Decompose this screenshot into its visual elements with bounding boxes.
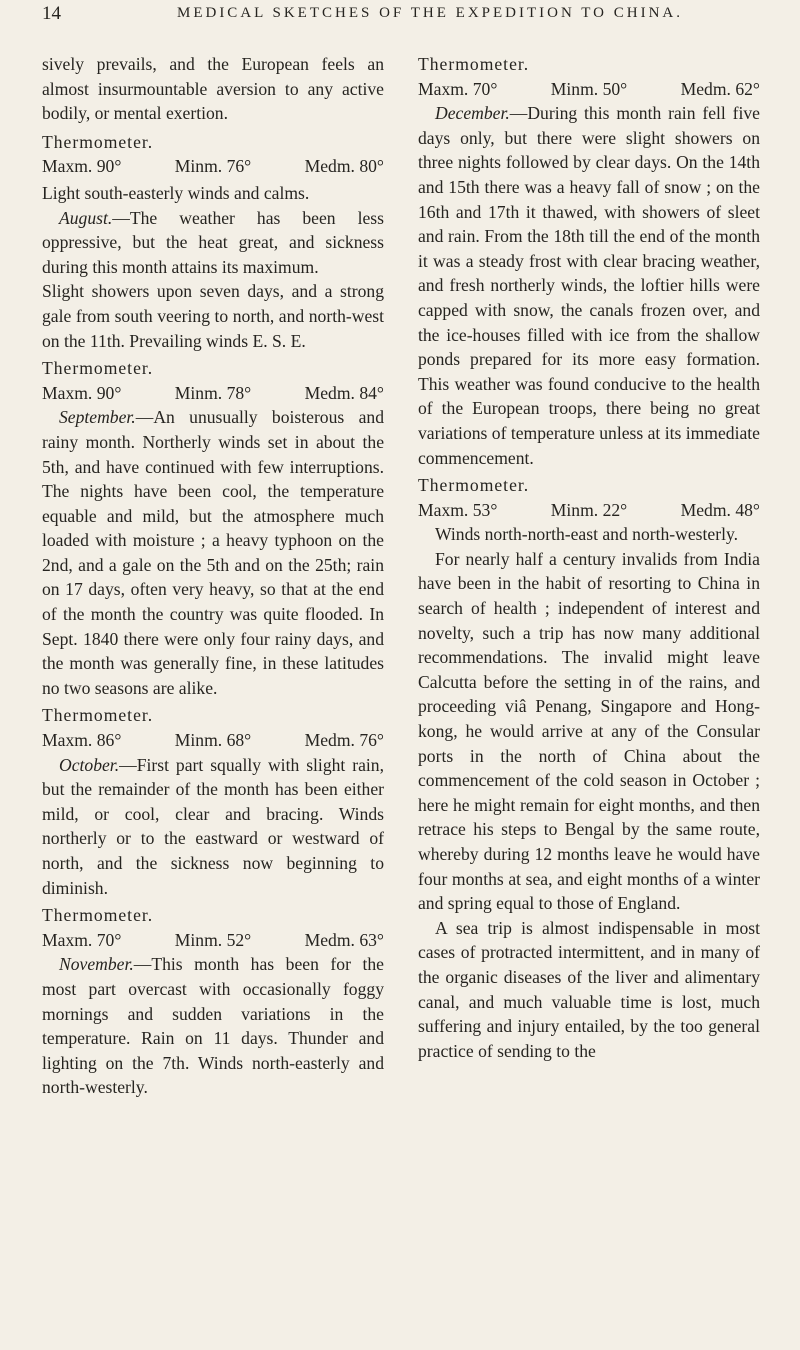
min-reading: Minm. 52° [174,929,252,950]
max-reading: Maxm. 53° [418,499,498,520]
month-title: November. [59,954,134,975]
month-entry-november [42,952,384,1100]
thermometer-readings [42,928,384,953]
min-reading: Minm. 50° [550,78,628,99]
med-reading: Medm. 63° [304,929,384,950]
thermometer-readings [42,154,384,179]
page-header [42,3,758,33]
month-entry-august [42,206,384,280]
thermometer-block [418,52,760,101]
month-title: October. [59,754,120,775]
med-reading: Medm. 76° [304,730,384,751]
month-entry-september [42,405,384,700]
thermometer-readings [42,728,384,753]
thermometer-block [418,473,760,522]
thermometer-heading: Thermometer. [42,705,154,726]
month-text: —During this month rain fell five days only, but there were slight showers on three nights followed by clear days. On the 14th and 15th there was a heavy fall of snow ; on the 16th and 17th it thawed, with showers of sleet and rain. From the 18th till the end of the month it was a steady frost with clear bracing weather, and fresh northerly winds, the loftier hills were capped with snow, the canals frozen over, and the ice-houses filled with ice from the shallow ponds prepared for its more easy formation. This weather was found conducive to the health of the European troops, there being no great variations of temperature unless at its immediate commencement. [418,103,760,468]
max-reading: Maxm. 70° [418,78,498,99]
month-entry-october [42,753,384,901]
min-reading: Minm. 22° [550,499,628,520]
thermometer-block [42,703,384,752]
month-title: September. [59,407,136,428]
med-reading: Medm. 48° [680,499,760,520]
left-column [42,52,384,1100]
max-reading: Maxm. 90° [42,382,122,403]
thermometer-block [42,130,384,179]
max-reading: Maxm. 86° [42,730,122,751]
thermometer-heading: Thermometer. [418,475,530,496]
month-text: —First part squally with slight rain, but the remainder of the month has been either mild, or cool, clear and bracing. Winds northerly or to the eastward or westward of north, and the sickness now beginning to diminish. [42,754,384,898]
right-column [418,52,760,1063]
med-reading: Medm. 62° [680,78,760,99]
med-reading: Medm. 84° [304,382,384,403]
month-entry-december [418,101,760,470]
paragraph: sively prevails, and the European feels an almost insurmountable aversion to any active bodily, or mental exertion. [42,54,384,124]
min-reading: Minm. 78° [174,382,252,403]
running-title: MEDICAL SKETCHES OF THE EXPEDITION TO CHINA. [176,5,684,21]
paragraph: A sea trip is almost indispensable in most cases of protracted intermittent, and in many of the organic diseases of the liver and alimentary canal, and much valuable time is lost, much suffering and injury entailed, by the too general practice of sending to the [418,917,760,1061]
month-title: December. [435,103,510,124]
thermometer-block [42,903,384,952]
paragraph: Slight showers upon seven days, and a strong gale from south veering to north, and north-west on the 11th. Prevailing winds E. S. E. [42,281,384,351]
paragraph: For nearly half a century invalids from India have been in the habit of resorting to China in search of health ; independent of interest and novelty, such a trip has now many additional recommendations. The invalid might leave Calcutta before the setting in of the rains, and proceeding viâ Penang, Singapore and Hong-kong, he would arrive at any of the Consular ports in the north of China about the commencement of the cold season in October ; here he might remain for eight months, and then retrace his steps to Bengal by the same route, whereby during 12 months leave he would have four months at sea, and eight months of a winter and spring equal to those of England. [418,548,760,914]
thermometer-block [42,356,384,405]
thermometer-readings [42,381,384,406]
min-reading: Minm. 68° [174,730,252,751]
month-text: —This month has been for the most part overcast with occasionally foggy mornings and sudden variations in the temperature. Rain on 11 days. Thunder and lighting on the 7th. Winds north-easterly and north-westerly. [42,954,384,1098]
paragraph: Light south-easterly winds and calms. [42,182,310,203]
paragraph: Winds north-north-east and north-westerly. [435,524,739,545]
min-reading: Minm. 76° [174,156,252,177]
month-text: —The weather has been less oppressive, but the heat great, and sickness during this month attains its maximum. [42,207,384,277]
thermometer-readings [418,77,760,102]
month-title: August. [59,207,113,228]
month-text: —An unusually boisterous and rainy month. Northerly winds set in about the 5th, and have continued with few interruptions. The nights have been cool, the temperature equable and mild, but the atmosphere much loaded with moisture ; a heavy typhoon on the 2nd, and a gale on the 5th and on the 25th; rain on 17 days, often very heavy, so that at the end of the month the country was quite flooded. In Sept. 1840 there were only four rainy days, and the month was generally fine, in these latitudes no two seasons are alike. [42,407,384,698]
thermometer-heading: Thermometer. [42,358,154,379]
page-number: 14 [42,3,61,24]
thermometer-heading: Thermometer. [42,905,154,926]
max-reading: Maxm. 70° [42,929,122,950]
med-reading: Medm. 80° [304,156,384,177]
thermometer-readings [418,498,760,523]
thermometer-heading: Thermometer. [418,54,530,74]
max-reading: Maxm. 90° [42,156,122,177]
thermometer-heading: Thermometer. [42,131,154,152]
